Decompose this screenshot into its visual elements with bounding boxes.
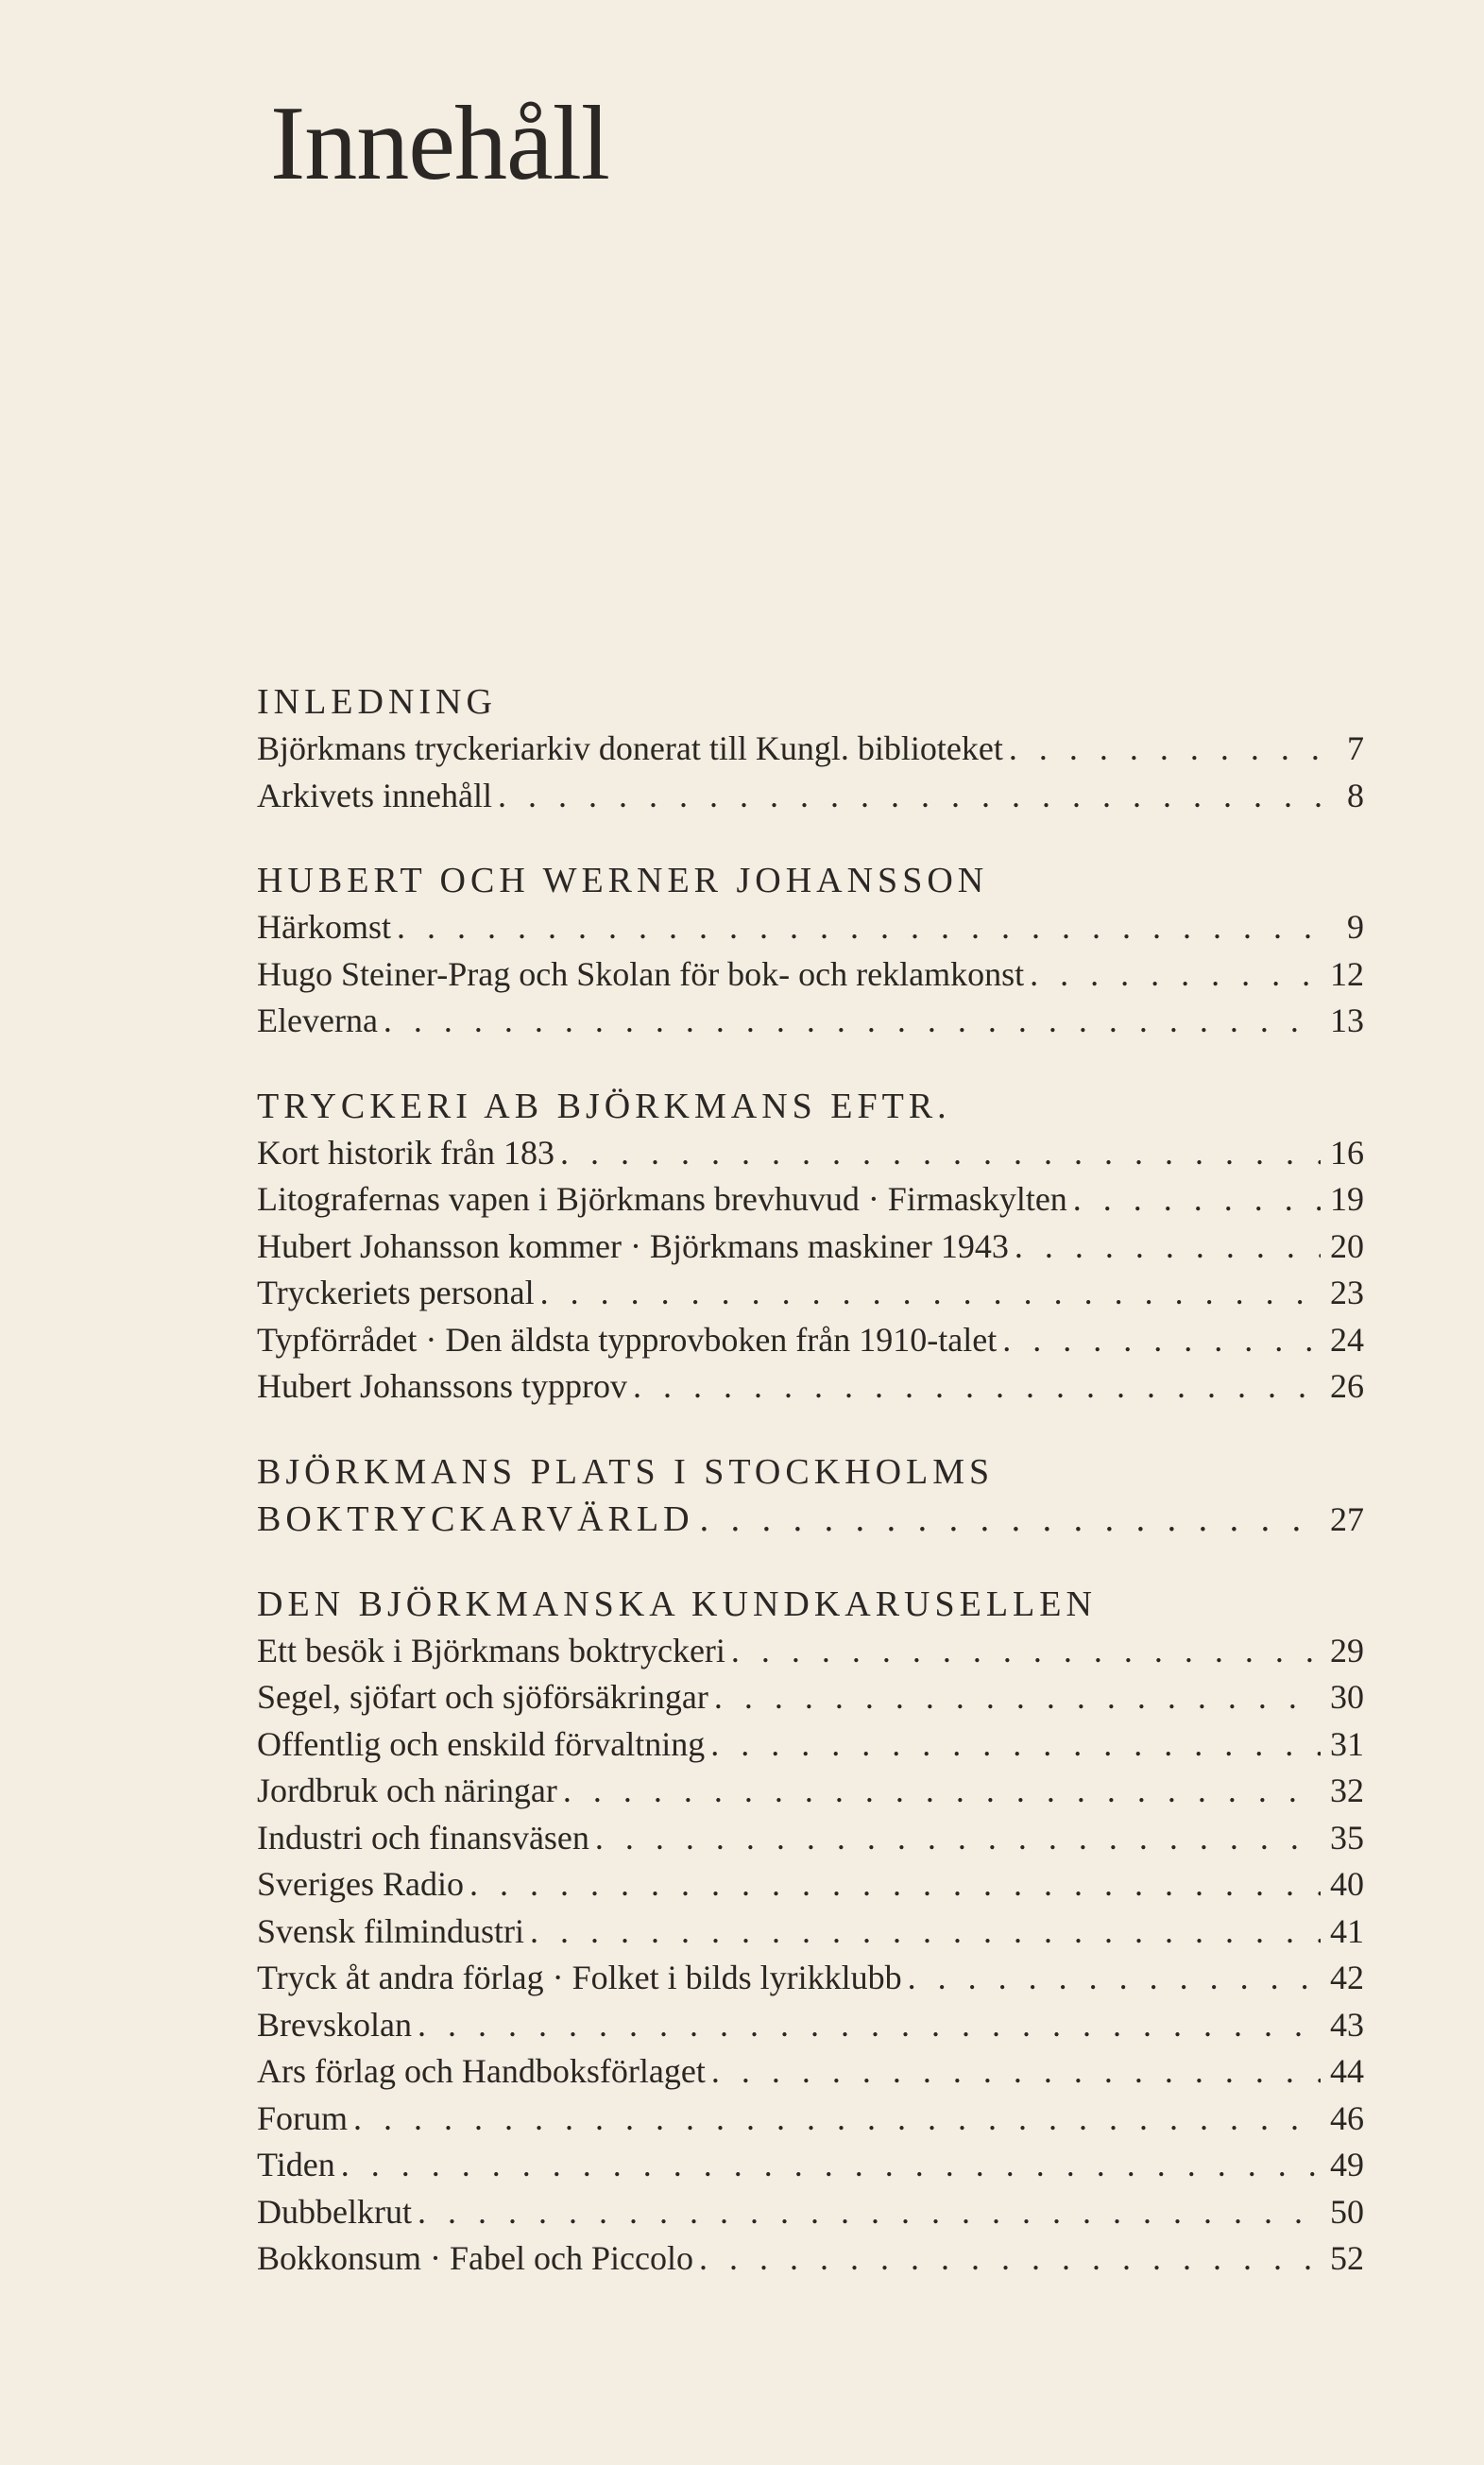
entry-label: Arkivets innehåll: [257, 776, 492, 814]
page-number: 24: [1330, 1320, 1364, 1359]
entry-label: Segel, sjöfart och sjöförsäkringar: [257, 1678, 708, 1716]
toc-entry[interactable]: [257, 998, 1364, 1045]
page-number: 8: [1347, 776, 1364, 814]
entry-label: Kort historik från 183: [257, 1133, 554, 1172]
leader-dots: [384, 998, 1321, 1045]
toc-entry[interactable]: [257, 1628, 1364, 1675]
entry-label: Hugo Steiner-Prag och Skolan för bok- och reklamkonst: [257, 954, 1025, 993]
leader-dots: [1002, 1317, 1321, 1364]
toc-section-bjorkmans-plats: [257, 1448, 1364, 1543]
leader-dots: [498, 773, 1321, 820]
leader-dots: [595, 1815, 1321, 1862]
toc-entry[interactable]: [257, 2048, 1364, 2096]
toc-entry[interactable]: [257, 1721, 1364, 1769]
table-of-contents: [257, 678, 1364, 2320]
entry-label: Tryckeriets personal: [257, 1274, 535, 1311]
toc-entry[interactable]: [257, 1768, 1364, 1815]
toc-entry[interactable]: [257, 2002, 1364, 2049]
page-number: 50: [1330, 2192, 1364, 2231]
leader-dots: [540, 1270, 1321, 1317]
page-title: Innehåll: [270, 85, 609, 202]
toc-section-hubert-och-werner: [257, 857, 1364, 1045]
section-heading: DEN BJÖRKMANSKA KUNDKARUSELLEN: [257, 1583, 1097, 1624]
leader-dots: [700, 1496, 1324, 1543]
page-number: 19: [1330, 1180, 1364, 1218]
entry-label: Bokkonsum · Fabel och Piccolo: [257, 2239, 693, 2277]
toc-section-inledning: [257, 678, 1364, 819]
leader-dots: [469, 1861, 1321, 1909]
leader-dots: [714, 1674, 1321, 1721]
entry-label: Ett besök i Björkmans boktryckeri: [257, 1631, 725, 1669]
page-number: 31: [1330, 1724, 1364, 1763]
page-number: 32: [1330, 1772, 1364, 1809]
page-number: 52: [1330, 2239, 1364, 2277]
toc-entry[interactable]: [257, 2189, 1364, 2236]
toc-entry[interactable]: [257, 773, 1364, 820]
entry-label: Hubert Johansson kommer · Björkmans maskiner 1943: [257, 1226, 1009, 1265]
page-number: 9: [1347, 908, 1364, 946]
page-number: 27: [1330, 1499, 1364, 1538]
leader-dots: [710, 1721, 1321, 1769]
leader-dots: [1015, 1224, 1321, 1271]
toc-section-kundkarusellen: [257, 1581, 1364, 2283]
leader-dots: [353, 2096, 1321, 2143]
toc-entry[interactable]: [257, 904, 1364, 951]
toc-entry[interactable]: [257, 2235, 1364, 2283]
leader-dots: [530, 1909, 1321, 1956]
toc-entry[interactable]: [257, 1224, 1364, 1271]
leader-dots: [1073, 1176, 1321, 1224]
page-number: 16: [1330, 1133, 1364, 1172]
toc-entry[interactable]: [257, 1955, 1364, 2002]
entry-label: Eleverna: [257, 1001, 378, 1039]
page-number: 7: [1347, 729, 1364, 767]
page-number: 41: [1330, 1911, 1364, 1950]
entry-label: Litografernas vapen i Björkmans brevhuvud · Firmaskylten: [257, 1180, 1067, 1218]
leader-dots: [1030, 951, 1321, 999]
entry-label: Offentlig och enskild förvaltning: [257, 1724, 706, 1763]
leader-dots: [633, 1363, 1321, 1411]
toc-entry[interactable]: [257, 1861, 1364, 1909]
page-number: 26: [1330, 1367, 1364, 1405]
page-number: 13: [1330, 1001, 1364, 1039]
entry-label: Svensk filmindustri: [257, 1911, 525, 1950]
entry-label: Tiden: [257, 2146, 335, 2183]
section-heading: INLEDNING: [257, 682, 497, 722]
toc-section-tryckeri: [257, 1083, 1364, 1411]
entry-label: Hubert Johanssons typprov: [257, 1367, 627, 1405]
entry-label: Forum: [257, 2098, 349, 2137]
toc-entry[interactable]: [257, 1674, 1364, 1721]
toc-entry[interactable]: [257, 726, 1364, 773]
toc-entry[interactable]: [257, 1815, 1364, 1862]
leader-dots: [397, 904, 1321, 951]
toc-entry[interactable]: [257, 1909, 1364, 1956]
page-number: 23: [1330, 1274, 1364, 1311]
page-number: 29: [1330, 1631, 1364, 1669]
section-heading: BJÖRKMANS PLATS I STOCKHOLMS: [257, 1451, 995, 1492]
toc-entry[interactable]: [257, 1317, 1364, 1364]
entry-label: Tryck åt andra förlag · Folket i bilds lyrikklubb: [257, 1959, 902, 1996]
page-number: 46: [1330, 2098, 1364, 2137]
page-number: 49: [1330, 2146, 1364, 2183]
page-number: 40: [1330, 1865, 1364, 1903]
toc-entry[interactable]: [257, 1496, 1364, 1543]
entry-label: Jordbruk och näringar: [257, 1772, 557, 1809]
page-number: 43: [1330, 2005, 1364, 2044]
entry-label: Brevskolan: [257, 2005, 412, 2044]
leader-dots: [418, 2189, 1321, 2236]
entry-label: Härkomst: [257, 908, 391, 946]
toc-entry[interactable]: [257, 1130, 1364, 1177]
section-heading: HUBERT OCH WERNER JOHANSSON: [257, 861, 989, 900]
leader-dots: [908, 1955, 1321, 2002]
page-number: 44: [1330, 2052, 1364, 2090]
toc-entry[interactable]: [257, 2096, 1364, 2143]
leader-dots: [1009, 726, 1321, 773]
entry-label: Dubbelkrut: [257, 2192, 412, 2231]
leader-dots: [563, 1768, 1321, 1815]
section-heading: TRYCKERI AB BJÖRKMANS EFTR.: [257, 1086, 951, 1126]
toc-entry[interactable]: [257, 1176, 1364, 1224]
leader-dots: [731, 1628, 1321, 1675]
toc-entry[interactable]: [257, 1363, 1364, 1411]
entry-label: Sveriges Radio: [257, 1865, 464, 1903]
page-number: 42: [1330, 1959, 1364, 1996]
leader-dots: [699, 2235, 1321, 2283]
page-number: 35: [1330, 1818, 1364, 1857]
entry-label: Ars förlag och Handboksförlaget: [257, 2052, 706, 2090]
page-number: 12: [1330, 954, 1364, 993]
leader-dots: [711, 2048, 1321, 2096]
page-number: 20: [1330, 1226, 1364, 1265]
toc-entry[interactable]: [257, 951, 1364, 999]
section-heading-line2: BOKTRYCKARVÄRLD: [257, 1498, 694, 1539]
toc-entry[interactable]: [257, 2142, 1364, 2189]
entry-label: Björkmans tryckeriarkiv donerat till Kungl. biblioteket: [257, 729, 1003, 767]
toc-entry[interactable]: [257, 1270, 1364, 1317]
leader-dots: [560, 1130, 1321, 1177]
page-number: 30: [1330, 1678, 1364, 1716]
leader-dots: [341, 2142, 1321, 2189]
entry-label: Industri och finansväsen: [257, 1818, 589, 1857]
leader-dots: [418, 2002, 1321, 2049]
entry-label: Typförrådet · Den äldsta typprovboken från 1910-talet: [257, 1320, 998, 1359]
